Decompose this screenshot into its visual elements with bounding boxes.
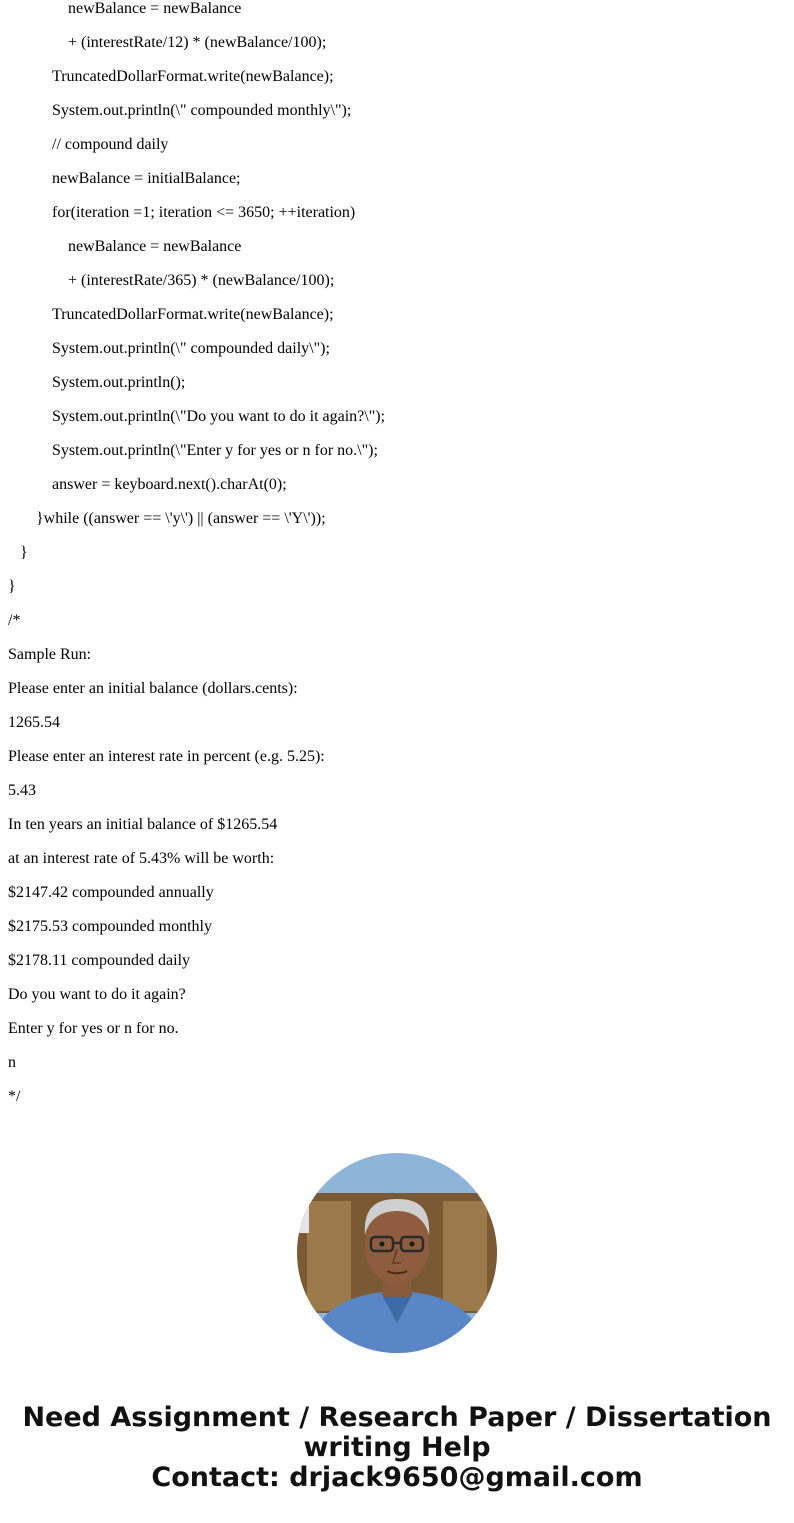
avatar-eye-left bbox=[380, 1242, 385, 1247]
code-comment: /* bbox=[8, 612, 21, 629]
code-comment: */ bbox=[8, 1088, 21, 1105]
sample-run-line: $2178.11 compounded daily bbox=[8, 952, 191, 969]
avatar-switchboard bbox=[297, 1203, 309, 1233]
code-comment: // compound daily bbox=[52, 136, 169, 153]
sample-run-line: $2147.42 compounded annually bbox=[8, 884, 214, 901]
code-line: newBalance = initialBalance; bbox=[52, 170, 241, 187]
code-line: + (interestRate/12) * (newBalance/100); bbox=[68, 34, 327, 51]
code-line: + (interestRate/365) * (newBalance/100); bbox=[68, 272, 335, 289]
sample-run-line: at an interest rate of 5.43% will be worth: bbox=[8, 850, 275, 867]
code-line: } bbox=[8, 578, 16, 595]
sample-run-line: $2175.53 compounded monthly bbox=[8, 918, 212, 935]
code-line: System.out.println(\" compounded daily\"); bbox=[52, 340, 330, 357]
sample-run-line: Enter y for yes or n for no. bbox=[8, 1020, 179, 1037]
sample-run-line: n bbox=[8, 1054, 16, 1071]
promo-contact: Contact: drjack9650@gmail.com bbox=[151, 1462, 643, 1493]
sample-run-line: 1265.54 bbox=[8, 714, 60, 731]
code-line: TruncatedDollarFormat.write(newBalance); bbox=[52, 68, 334, 85]
code-line: } bbox=[20, 544, 28, 561]
code-line: newBalance = newBalance bbox=[68, 0, 242, 17]
author-portrait bbox=[297, 1153, 497, 1353]
avatar-panel-right bbox=[443, 1201, 487, 1311]
avatar-panel-left bbox=[307, 1201, 351, 1311]
code-line: newBalance = newBalance bbox=[68, 238, 242, 255]
code-line: for(iteration =1; iteration <= 3650; ++iteration) bbox=[52, 204, 356, 221]
sample-run-line: Please enter an initial balance (dollars.cents): bbox=[8, 680, 298, 697]
code-line: }while ((answer == \'y\') || (answer == \'Y\')); bbox=[36, 510, 326, 527]
promo-banner bbox=[0, 1403, 794, 1493]
code-line: System.out.println(\" compounded monthly\"); bbox=[52, 102, 352, 119]
promo-headline: Need Assignment / Research Paper / Dissertation bbox=[22, 1402, 772, 1433]
sample-run-line: 5.43 bbox=[8, 782, 36, 799]
avatar-eye-right bbox=[410, 1242, 415, 1247]
code-line: answer = keyboard.next().charAt(0); bbox=[52, 476, 287, 493]
author-avatar bbox=[297, 1153, 497, 1353]
sample-run-line: Please enter an interest rate in percent (e.g. 5.25): bbox=[8, 748, 325, 765]
sample-run-line: In ten years an initial balance of $1265.54 bbox=[8, 816, 278, 833]
code-line: System.out.println(); bbox=[52, 374, 186, 391]
sample-run-line: Do you want to do it again? bbox=[8, 986, 186, 1003]
code-line: System.out.println(\"Enter y for yes or n for no.\"); bbox=[52, 442, 378, 459]
promo-subheadline: writing Help bbox=[303, 1432, 491, 1463]
code-listing bbox=[8, 0, 788, 1114]
code-line: System.out.println(\"Do you want to do it again?\"); bbox=[52, 408, 386, 425]
sample-run-line: Sample Run: bbox=[8, 646, 92, 663]
code-line: TruncatedDollarFormat.write(newBalance); bbox=[52, 306, 334, 323]
